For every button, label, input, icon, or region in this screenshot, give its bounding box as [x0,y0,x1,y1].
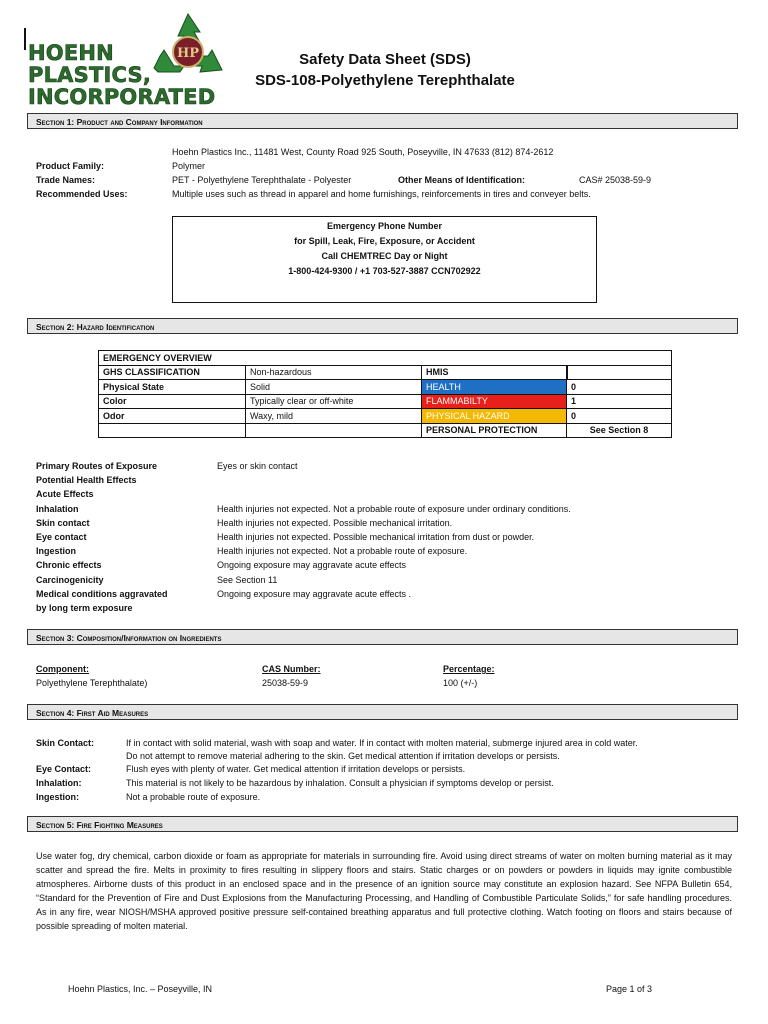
emergency-line-4: 1-800-424-9300 / +1 703-527-3887 CCN702922 [288,266,481,276]
ppe-value-cell: See Section 8 [567,423,672,438]
section-2-header: Section 2: Hazard Identification [27,318,738,334]
document-title-block [230,50,540,92]
odor-label-cell: Odor [99,409,246,424]
skin-contact-label: Skin Contact: [36,738,95,748]
health-effect-label: Inhalation [36,503,79,514]
section-3-header: Section 3: Composition/Information on Ingredients [27,629,738,645]
health-effect-value: Eyes or skin contact [217,461,298,471]
health-effect-label: Medical conditions aggravated [36,588,168,599]
health-effect-label: Skin contact [36,517,90,528]
flammability-label-cell: FLAMMABILTY [422,394,567,409]
logo-rule [24,28,26,50]
logo-line-3: INCORPORATED [28,85,216,109]
health-effect-label: Chronic effects [36,560,102,571]
component-header: Component: [36,664,89,674]
page-title: Safety Data Sheet (SDS) [299,51,471,68]
product-family-value: Polymer [172,161,206,171]
health-effect-value: Ongoing exposure may aggravate acute effects . [217,588,411,599]
physical-hazard-label-cell: PHYSICAL HAZARD [422,409,567,424]
recycle-logo-icon [150,10,226,88]
logo-line-2: PLASTICS, [28,63,151,87]
health-effect-label: Carcinogenicity [36,574,104,585]
eye-contact-label: Eye Contact: [36,764,92,774]
section-4-header: Section 4: First Aid Measures [27,704,738,720]
page-subtitle: SDS-108-Polyethylene Terephthalate [255,72,515,89]
eye-contact-text: Flush eyes with plenty of water. Get medical attention if irritation develops or persists. [126,764,466,774]
health-effect-label: Potential Health Effects [36,475,137,486]
ppe-label-cell: PERSONAL PROTECTION [422,423,567,438]
skin-contact-text-2: Do not attempt to remove material adhering to the skin. Get medical attention if irritation develops or persists. [126,751,560,761]
emergency-line-2: for Spill, Leak, Fire, Exposure, or Accident [294,236,475,246]
inhalation-label: Inhalation: [36,778,82,788]
ghs-value-cell: Non-hazardous [246,365,422,380]
emergency-overview-cell: EMERGENCY OVERVIEW [99,351,672,366]
cas-number-header: CAS Number: [262,664,321,674]
health-value-cell: 0 [567,380,672,395]
health-effect-label: Ingestion [36,546,76,557]
product-family-label: Product Family: [36,161,105,171]
trade-names-value: PET - Polyethylene Terephthalate - Polyester [172,175,352,185]
logo-line-1: HOEHN [28,41,114,65]
trade-names-label: Trade Names: [36,175,96,185]
health-effect-value: Health injuries not expected. Not a probable route of exposure under ordinary conditions. [217,503,571,514]
inhalation-text: This material is not likely to be hazardous by inhalation. Consult a physician if symptoms develop or persist. [126,778,554,788]
health-label-cell: HEALTH [422,380,567,395]
recommended-uses-label: Recommended Uses: [36,189,128,199]
ingestion-label: Ingestion: [36,792,79,802]
health-effect-label: Primary Routes of Exposure [36,461,158,471]
logo-mark-text: HP [176,46,200,61]
section-5-header: Section 5: Fire Fighting Measures [27,816,738,832]
hmis-cell: HMIS [422,365,567,380]
health-effect-label: Eye contact [36,532,87,542]
hazard-table [98,350,672,438]
emergency-line-1: Emergency Phone Number [326,221,443,231]
fire-fighting-paragraph: Use water fog, dry chemical, carbon dioxide or foam as appropriate for materials in surrounding fire. Avoid using direct streams of water on molten burning material as it may scatter and spread the fire. Melts in proximity to fires resulting in slippery floors and stairs. Static charges or on powders or powders in liquids may ignite combustible atmospheres. Airborne dusts of this product in an enclosed space and in the presence of an ignition source may constitute an explosion hazard. See NFPA Bulletin 654, “Standard for the Prevention of Fire and Dust Explosions from the Manufacturing Processing, and Handling of Combustible Particulate Solids,” for safe handling procedures. As in any fire, wear NIOSH/MSHA approved positive pressure self-contained breathing apparatus and full protective clothing. Watch footing on floors and stairs because of possible spreading of molten material. [36,851,732,931]
emergency-box [172,216,597,303]
physical-state-value-cell: Solid [246,380,422,395]
ghs-label-cell: GHS CLASSIFICATION [99,365,246,380]
section-1-header: Section 1: Product and Company Information [27,113,738,129]
flammability-value-cell: 1 [567,394,672,409]
recommended-uses-value: Multiple uses such as thread in apparel and home furnishings, reinforcements in tires and conveyer belts. [172,189,591,199]
emergency-line-3: Call CHEMTREC Day or Night [321,251,448,261]
percentage-header: Percentage: [443,664,495,674]
health-effect-value: Health injuries not expected. Possible mechanical irritation. [217,517,453,528]
health-effect-label: Acute Effects [36,489,94,500]
color-label-cell: Color [99,394,246,409]
physical-hazard-value-cell: 0 [567,409,672,424]
odor-value-cell: Waxy, mild [246,409,422,424]
ingestion-text: Not a probable route of exposure. [126,792,261,802]
cas-value: CAS# 25038-59-9 [579,175,652,185]
health-effect-value: See Section 11 [217,574,278,585]
footer-page-number: Page 1 of 3 [606,984,653,994]
health-effect-value: Ongoing exposure may aggravate acute effects [217,560,406,571]
footer-company: Hoehn Plastics, Inc. – Poseyville, IN [68,984,213,994]
skin-contact-text-1: If in contact with solid material, wash with soap and water. If in contact with molten material, submerge injured area in cold water. [126,738,638,748]
company-address: Hoehn Plastics Inc., 11481 West, County Road 925 South, Poseyville, IN 47633 (812) 874-2612 [172,147,554,157]
component-value: Polyethylene Terephthalate) [36,678,148,688]
cas-number-value: 25038-59-9 [262,678,309,688]
physical-state-label-cell: Physical State [99,380,246,395]
percentage-value: 100 (+/-) [443,678,478,688]
health-effect-label: by long term exposure [36,603,133,613]
health-effect-value: Health injuries not expected. Possible mechanical irritation from dust or powder. [217,532,535,542]
health-effect-value: Health injuries not expected. Not a probable route of exposure. [217,546,468,557]
color-value-cell: Typically clear or off-white [246,394,422,409]
other-means-label: Other Means of Identification: [398,175,526,185]
